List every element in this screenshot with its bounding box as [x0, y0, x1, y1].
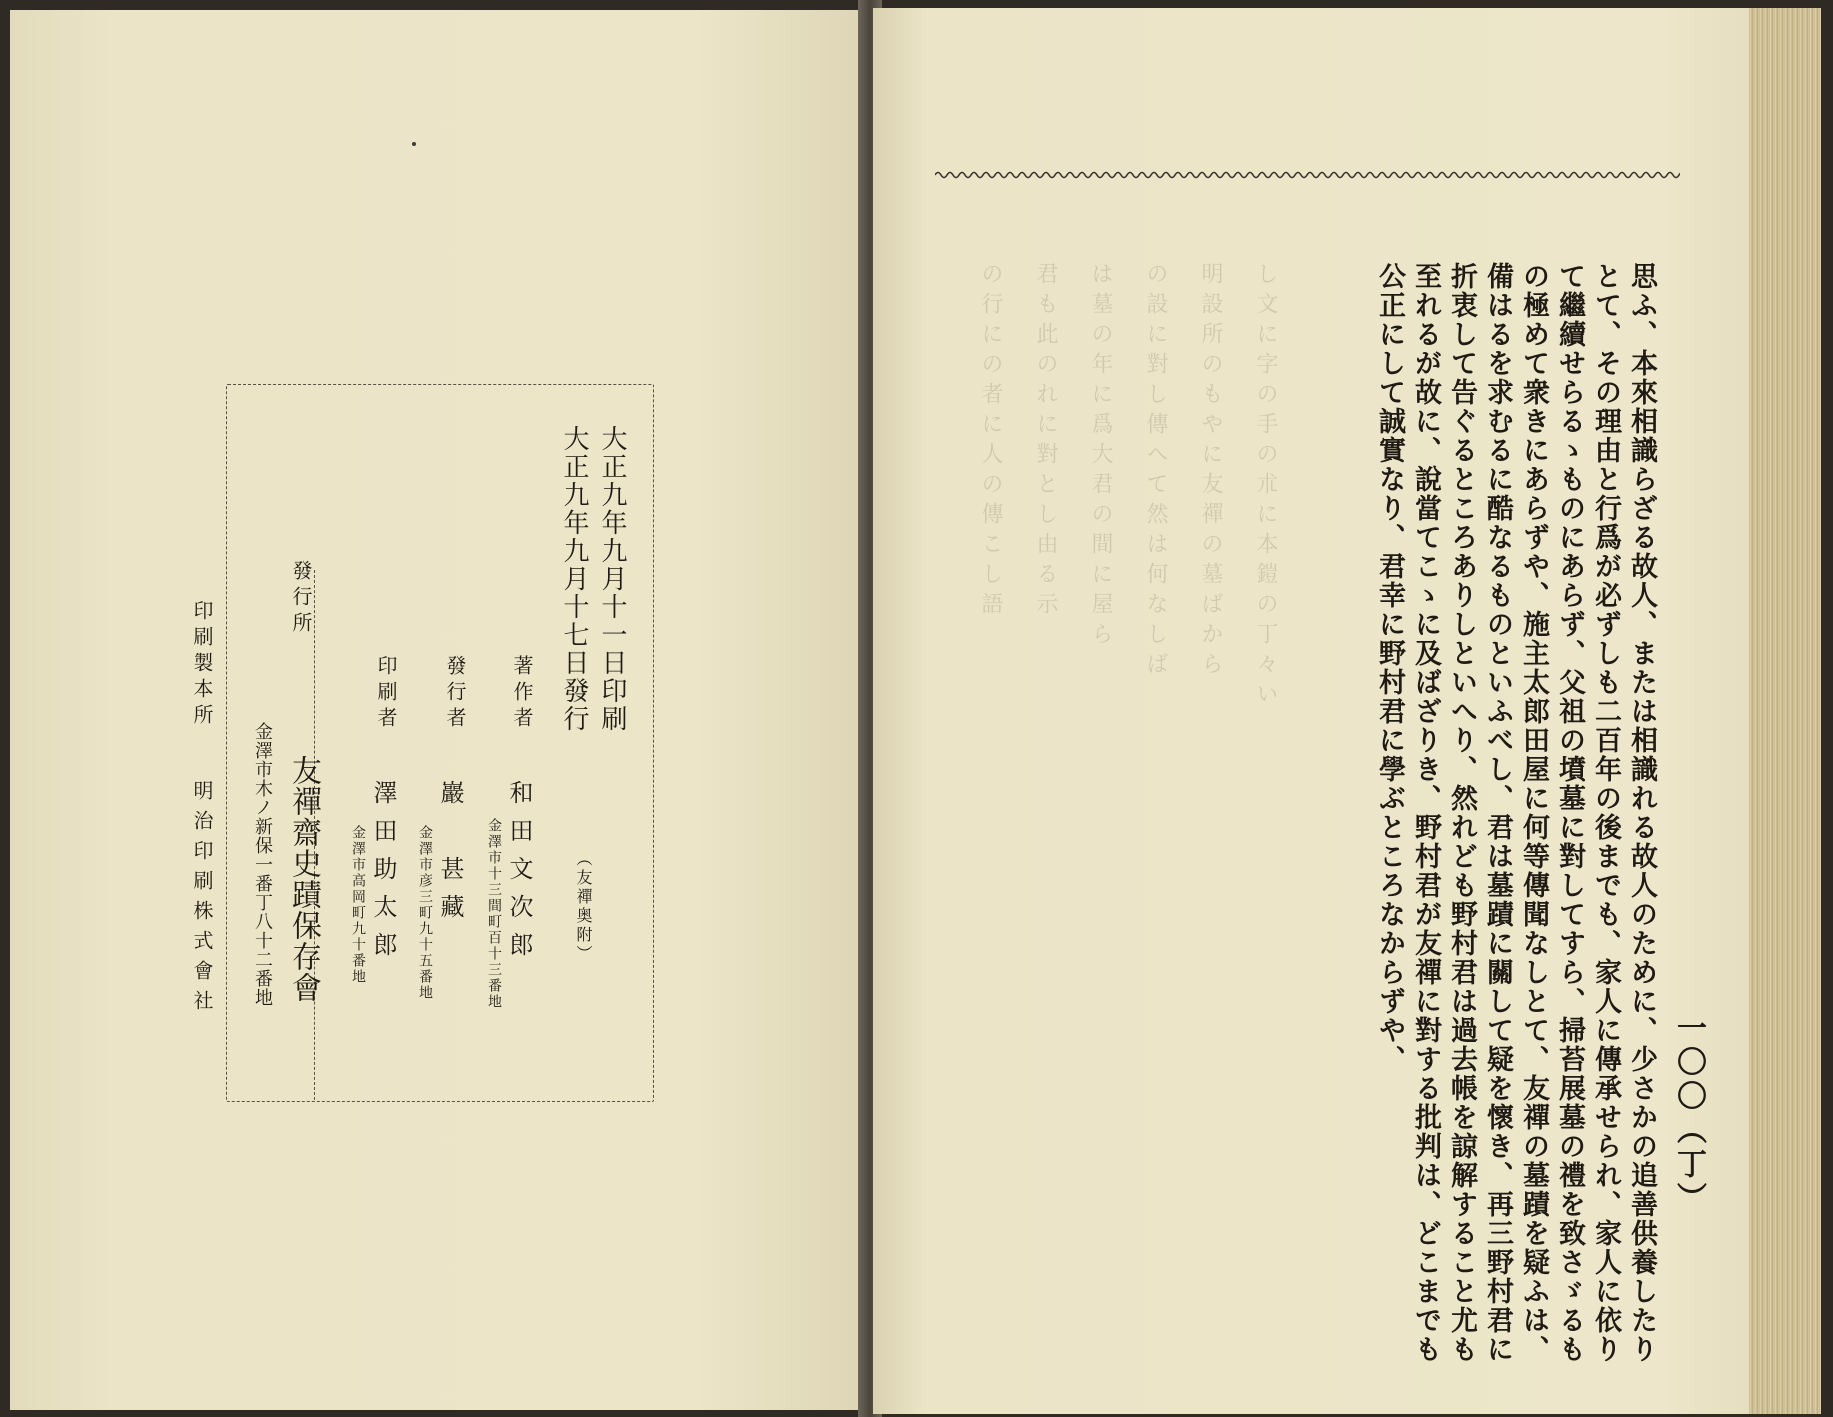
- printshop-name: 明治印刷株式會社: [190, 780, 214, 1020]
- wavy-divider: [935, 168, 1680, 182]
- author-name: 和田文次郎: [505, 780, 533, 970]
- show-through-text: の設に對し傳へて然は何なしば: [1143, 262, 1168, 682]
- show-through-text: は墓の年に爲大君の間に屋ら: [1088, 262, 1113, 652]
- publisher-address: 金澤市彦三町九十五番地: [417, 825, 433, 1001]
- publisher-name: 巖 甚藏: [436, 780, 464, 932]
- office-name: 友禪齋史蹟保存會: [286, 755, 321, 1003]
- show-through-text: の行にの者に人の傳こし語: [978, 262, 1003, 622]
- body-line-1: 思ふ、本來相識らざる故人、または相識れる故人のために、少さかの追善供養したり: [1626, 262, 1657, 1364]
- body-line-6: 折衷して告ぐるところありしといへり、然れども野村君は過去帳を諒解すること尤も: [1446, 262, 1477, 1364]
- dust-speck: [412, 142, 416, 146]
- printer-name: 澤田助太郎: [369, 780, 397, 970]
- print-date: 大正九年九月十一日印刷: [597, 425, 627, 733]
- printer-address: 金澤市高岡町九十番地: [350, 825, 366, 985]
- show-through-text: 君も此のれに對とし由る示: [1033, 262, 1058, 622]
- publisher-label: 發行者: [443, 655, 467, 733]
- show-through-text: し文に字の手の朮に本鎧の丁々い: [1253, 262, 1278, 712]
- page-edges: [1749, 8, 1821, 1414]
- body-line-8: 公正にして誠實なり、君幸に野村君に學ぶところなからずや、: [1374, 262, 1405, 1074]
- author-address: 金澤市十三間町百十三番地: [486, 818, 502, 1010]
- issue-date: 大正九年九月十七日發行: [559, 425, 589, 733]
- author-label: 著作者: [510, 655, 534, 733]
- body-line-4: の極めて衆きにあらずや、施主太郎田屋に何等傳聞なしとて、友禪の墓蹟を疑ふは、: [1518, 262, 1549, 1364]
- office-address: 金澤市木ノ新保一番丁八十二番地: [252, 722, 273, 1007]
- page-number: 一〇〇（丁）: [1671, 1012, 1706, 1216]
- body-line-3: て繼續せらるゝものにあらず、父祖の墳墓に對してすら、掃苔展墓の禮を致さゞるも: [1554, 262, 1585, 1364]
- show-through-text: 明設所のもやに友禪の墓ばから: [1198, 262, 1223, 682]
- body-line-5: 備はるを求むるに酷なるものといふべし、君は墓蹟に關して疑を懷き、再三野村君に: [1482, 262, 1513, 1364]
- body-line-2: とて、その理由と行爲が必ずしも二百年の後までも、家人に傳承せられ、家人に依り: [1590, 262, 1621, 1364]
- body-line-7: 至れるが故に、說當てこゝに及ばざりき、野村君が友禪に對する批判は、どこまでも: [1410, 262, 1441, 1364]
- colophon-note: （友禪奥附）: [574, 850, 593, 964]
- office-label: 發行所: [289, 560, 313, 638]
- printer-label: 印刷者: [374, 655, 398, 733]
- printshop-label: 印刷製本所: [190, 600, 214, 730]
